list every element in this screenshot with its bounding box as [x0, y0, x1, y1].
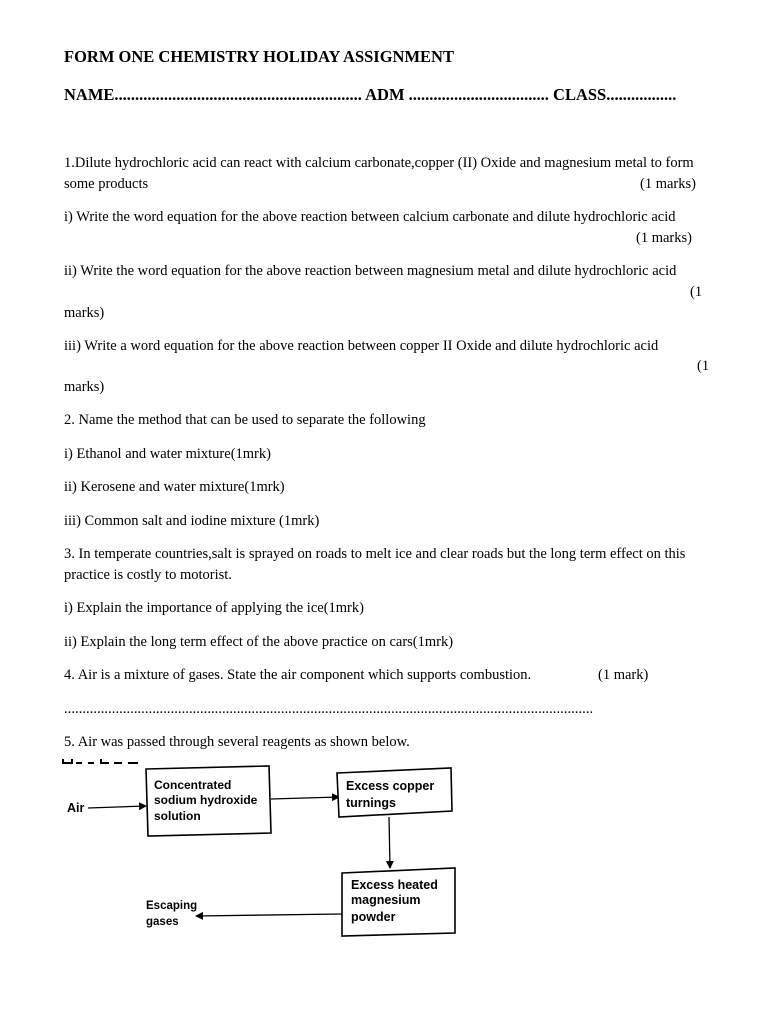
q1-i-marks: (1 marks) [636, 230, 692, 246]
box-copper-turnings [337, 768, 452, 817]
q2-stem: 2. Name the method that can be used to separate the following [64, 412, 426, 428]
q1-iii-marks-a: (1 [697, 358, 710, 374]
page-title: FORM ONE CHEMISTRY HOLIDAY ASSIGNMENT [64, 47, 454, 66]
box1-line3: solution [154, 809, 201, 823]
q4-answer-line: ................................................................................................................................................ [64, 701, 594, 717]
q1-iii-text: iii) Write a word equation for the above reaction between copper II Oxide and dilute hydrochloric acid [64, 338, 659, 354]
box-heated-magnesium [342, 868, 455, 936]
arrow-naoh-to-copper [271, 797, 339, 799]
q2-i: i) Ethanol and water mixture(1mrk) [64, 446, 271, 462]
q1-ii-marks-b: marks) [64, 305, 105, 321]
box2-line2: turnings [346, 796, 396, 810]
box1-line2: sodium hydroxide [154, 793, 258, 807]
arrow-copper-to-magnesium [389, 817, 390, 868]
q1-stem-line2: some products [64, 176, 149, 192]
q4-marks: (1 mark) [598, 667, 649, 683]
box2-line1: Excess copper [346, 779, 435, 793]
q3-stem-line2: practice is costly to motorist. [64, 567, 232, 583]
escaping-gases-line1: Escaping [146, 900, 198, 912]
student-details-line: NAME............................................................ ADM .................................. CLASS................. [64, 85, 677, 104]
q2-ii: ii) Kerosene and water mixture(1mrk) [64, 479, 285, 495]
q3-stem-line1: 3. In temperate countries,salt is sprayed on roads to melt ice and clear roads but the long term effect on this [64, 546, 686, 562]
q3-i: i) Explain the importance of applying the ice(1mrk) [64, 600, 364, 616]
q5-stem: 5. Air was passed through several reagents as shown below. [64, 734, 410, 750]
q1-i-text: i) Write the word equation for the above reaction between calcium carbonate and dilute hydrochloric acid [64, 209, 676, 225]
box3-line1: Excess heated [351, 878, 438, 892]
q1-stem-line1: 1.Dilute hydrochloric acid can react with calcium carbonate,copper (II) Oxide and magnesium metal to form [64, 155, 694, 171]
q1-iii-marks-b: marks) [64, 379, 105, 395]
escaping-gases-line2: gases [146, 916, 179, 928]
box3-line3: powder [351, 910, 396, 924]
q3-ii: ii) Explain the long term effect of the above practice on cars(1mrk) [64, 634, 454, 650]
q1-stem-marks: (1 marks) [640, 176, 696, 192]
box-sodium-hydroxide [146, 766, 271, 836]
q2-iii: iii) Common salt and iodine mixture (1mrk) [64, 513, 320, 529]
q4-stem: 4. Air is a mixture of gases. State the air component which supports combustion. [64, 667, 532, 683]
gas-flow-diagram [55, 755, 475, 945]
arrow-magnesium-to-output [196, 914, 342, 916]
arrow-air-to-naoh [88, 806, 146, 808]
q1-ii-text: ii) Write the word equation for the above reaction between magnesium metal and dilute hydrochloric acid [64, 263, 677, 279]
box3-line2: magnesium [351, 893, 421, 907]
box1-line1: Concentrated [154, 778, 232, 792]
air-input-label: Air [67, 801, 85, 815]
q1-ii-marks-a: (1 [690, 284, 703, 300]
